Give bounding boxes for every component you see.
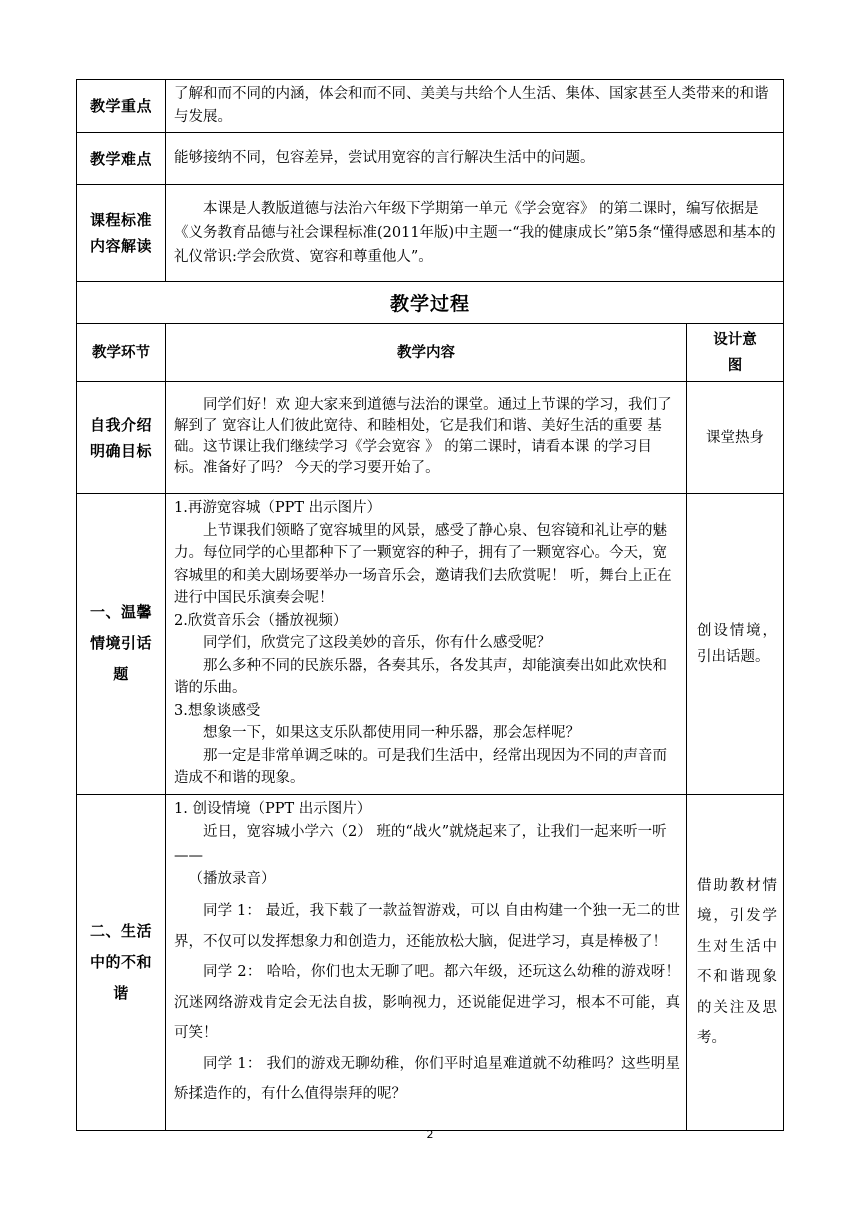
process-title-row: [77, 282, 784, 324]
content-header: 教学内容: [166, 324, 687, 382]
section1-line: 1.再游宽容城（PPT 出示图片）: [174, 500, 382, 516]
intro-label: 自我介绍明确目标: [77, 382, 166, 494]
section2-line: 1. 创设情境（PPT 出示图片）: [174, 800, 372, 817]
section2-line: 同学 1： 我们的游戏无聊幼稚，你们平时追星难道就不幼稚吗？这些明星矫揉造作的，有什么值得崇拜的呢？: [174, 1055, 680, 1102]
section1-label: 一、温馨情境引话题: [77, 494, 166, 795]
focus-text: 了解和而不同的内涵，体会和而不同、美美与共给个人生活、集体、国家甚至人类带来的和谐与发展。: [166, 80, 784, 133]
intro-text: 同学们好！欢 迎大家来到道德与法治的课堂。通过上节课的学习，我们了解到了 宽容让人们彼此宽待、和睦相处，它是我们和谐、美好生活的重要 基础。这节课让我们继续学习《学会宽容 》 的第二课时，请看本课 的学习目标。准备好了吗？ 今天的学习要开始了。: [166, 382, 687, 494]
section1-line: 那一定是非常单调乏味的。可是我们生活中，经常出现因为不同的声音而造成不和谐的现象。: [174, 747, 667, 786]
section2-line: （播放录音）: [188, 871, 276, 887]
difficulty-text: 能够接纳不同，包容差异，尝试用宽容的言行解决生活中的问题。: [166, 133, 784, 185]
section2-line: 近日，宽容城小学六（2） 班的“战火”就烧起来了，让我们一起来听一听——: [174, 824, 667, 864]
focus-label: 教学重点: [77, 80, 166, 133]
process-header-row: [77, 324, 784, 382]
lesson-plan-table: [76, 79, 784, 1131]
section2-line: 同学 1： 最近，我下载了一款益智游戏，可以 自由构建一个独一无二的世界，不仅可以发挥想象力和创造力，还能放松大脑，促进学习，真是棒极了！: [174, 903, 680, 950]
section1-intent: 创设情境，引出话题。: [687, 494, 784, 795]
difficulty-label: 教学难点: [77, 133, 166, 185]
difficulty-row: [77, 133, 784, 185]
intro-row: [77, 382, 784, 494]
section1-line: 2.欣赏音乐会（播放视频）: [174, 612, 348, 629]
section1-row: [77, 494, 784, 795]
section2-intent: 借助教材情境，引发学生对生活中不和谐现象的关注及思考。: [687, 794, 784, 1130]
page-number: 2: [426, 1128, 434, 1141]
section1-line: 想象一下，如果这支乐队都使用同一种乐器，那会怎样呢？: [203, 725, 580, 741]
standard-label: 课程标准内容解读: [77, 185, 166, 282]
standard-text: 本课是人教版道德与法治六年级下学期第一单元《学会宽容》 的第二课时，编写依据是《义务教育品德与社会课程标准(2011年版)中主题一“我的健康成长”第5条“懂得感恩和基本的礼仪常识:学会欣赏、宽容和尊重他人”。: [166, 185, 784, 282]
intent-header: 设计意图: [687, 324, 784, 382]
section1-line: 同学们，欣赏完了这段美妙的音乐，你有什么感受呢？: [203, 635, 551, 651]
process-title: 教学过程: [77, 282, 784, 324]
section1-line: 那么多种不同的民族乐器，各奏其乐，各发其声，却能演奏出如此欢快和谐的乐曲。: [174, 657, 667, 696]
intro-intent: 课堂热身: [687, 382, 784, 494]
section2-line: 同学 2： 哈哈，你们也太无聊了吧。都六年级，还玩这么幼稚的游戏呀！ 沉迷网络游戏肯定会无法自拔，影响视力，还说能促进学习，根本不可能，真可笑！: [174, 964, 680, 1041]
focus-row: [77, 80, 784, 133]
standard-row: [77, 185, 784, 282]
section2-label: 二、生活中的不和谐: [77, 794, 166, 1130]
section1-line: 3.想象谈感受: [174, 702, 261, 719]
section1-line: 上节课我们领略了宽容城里的风景，感受了静心泉、包容镜和礼让亭的魅力。每位同学的心里都种下了一颗宽容的种子，拥有了一颗宽容心。今天，宽容城里的和美大剧场要举办一场音乐会，邀请我们去欣赏呢！ 听，舞台上正在进行中国民乐演奏会呢！: [174, 522, 672, 606]
section2-row: [77, 794, 784, 1130]
section2-content: [166, 794, 687, 1130]
section1-content: [166, 494, 687, 795]
stage-header: 教学环节: [77, 324, 166, 382]
